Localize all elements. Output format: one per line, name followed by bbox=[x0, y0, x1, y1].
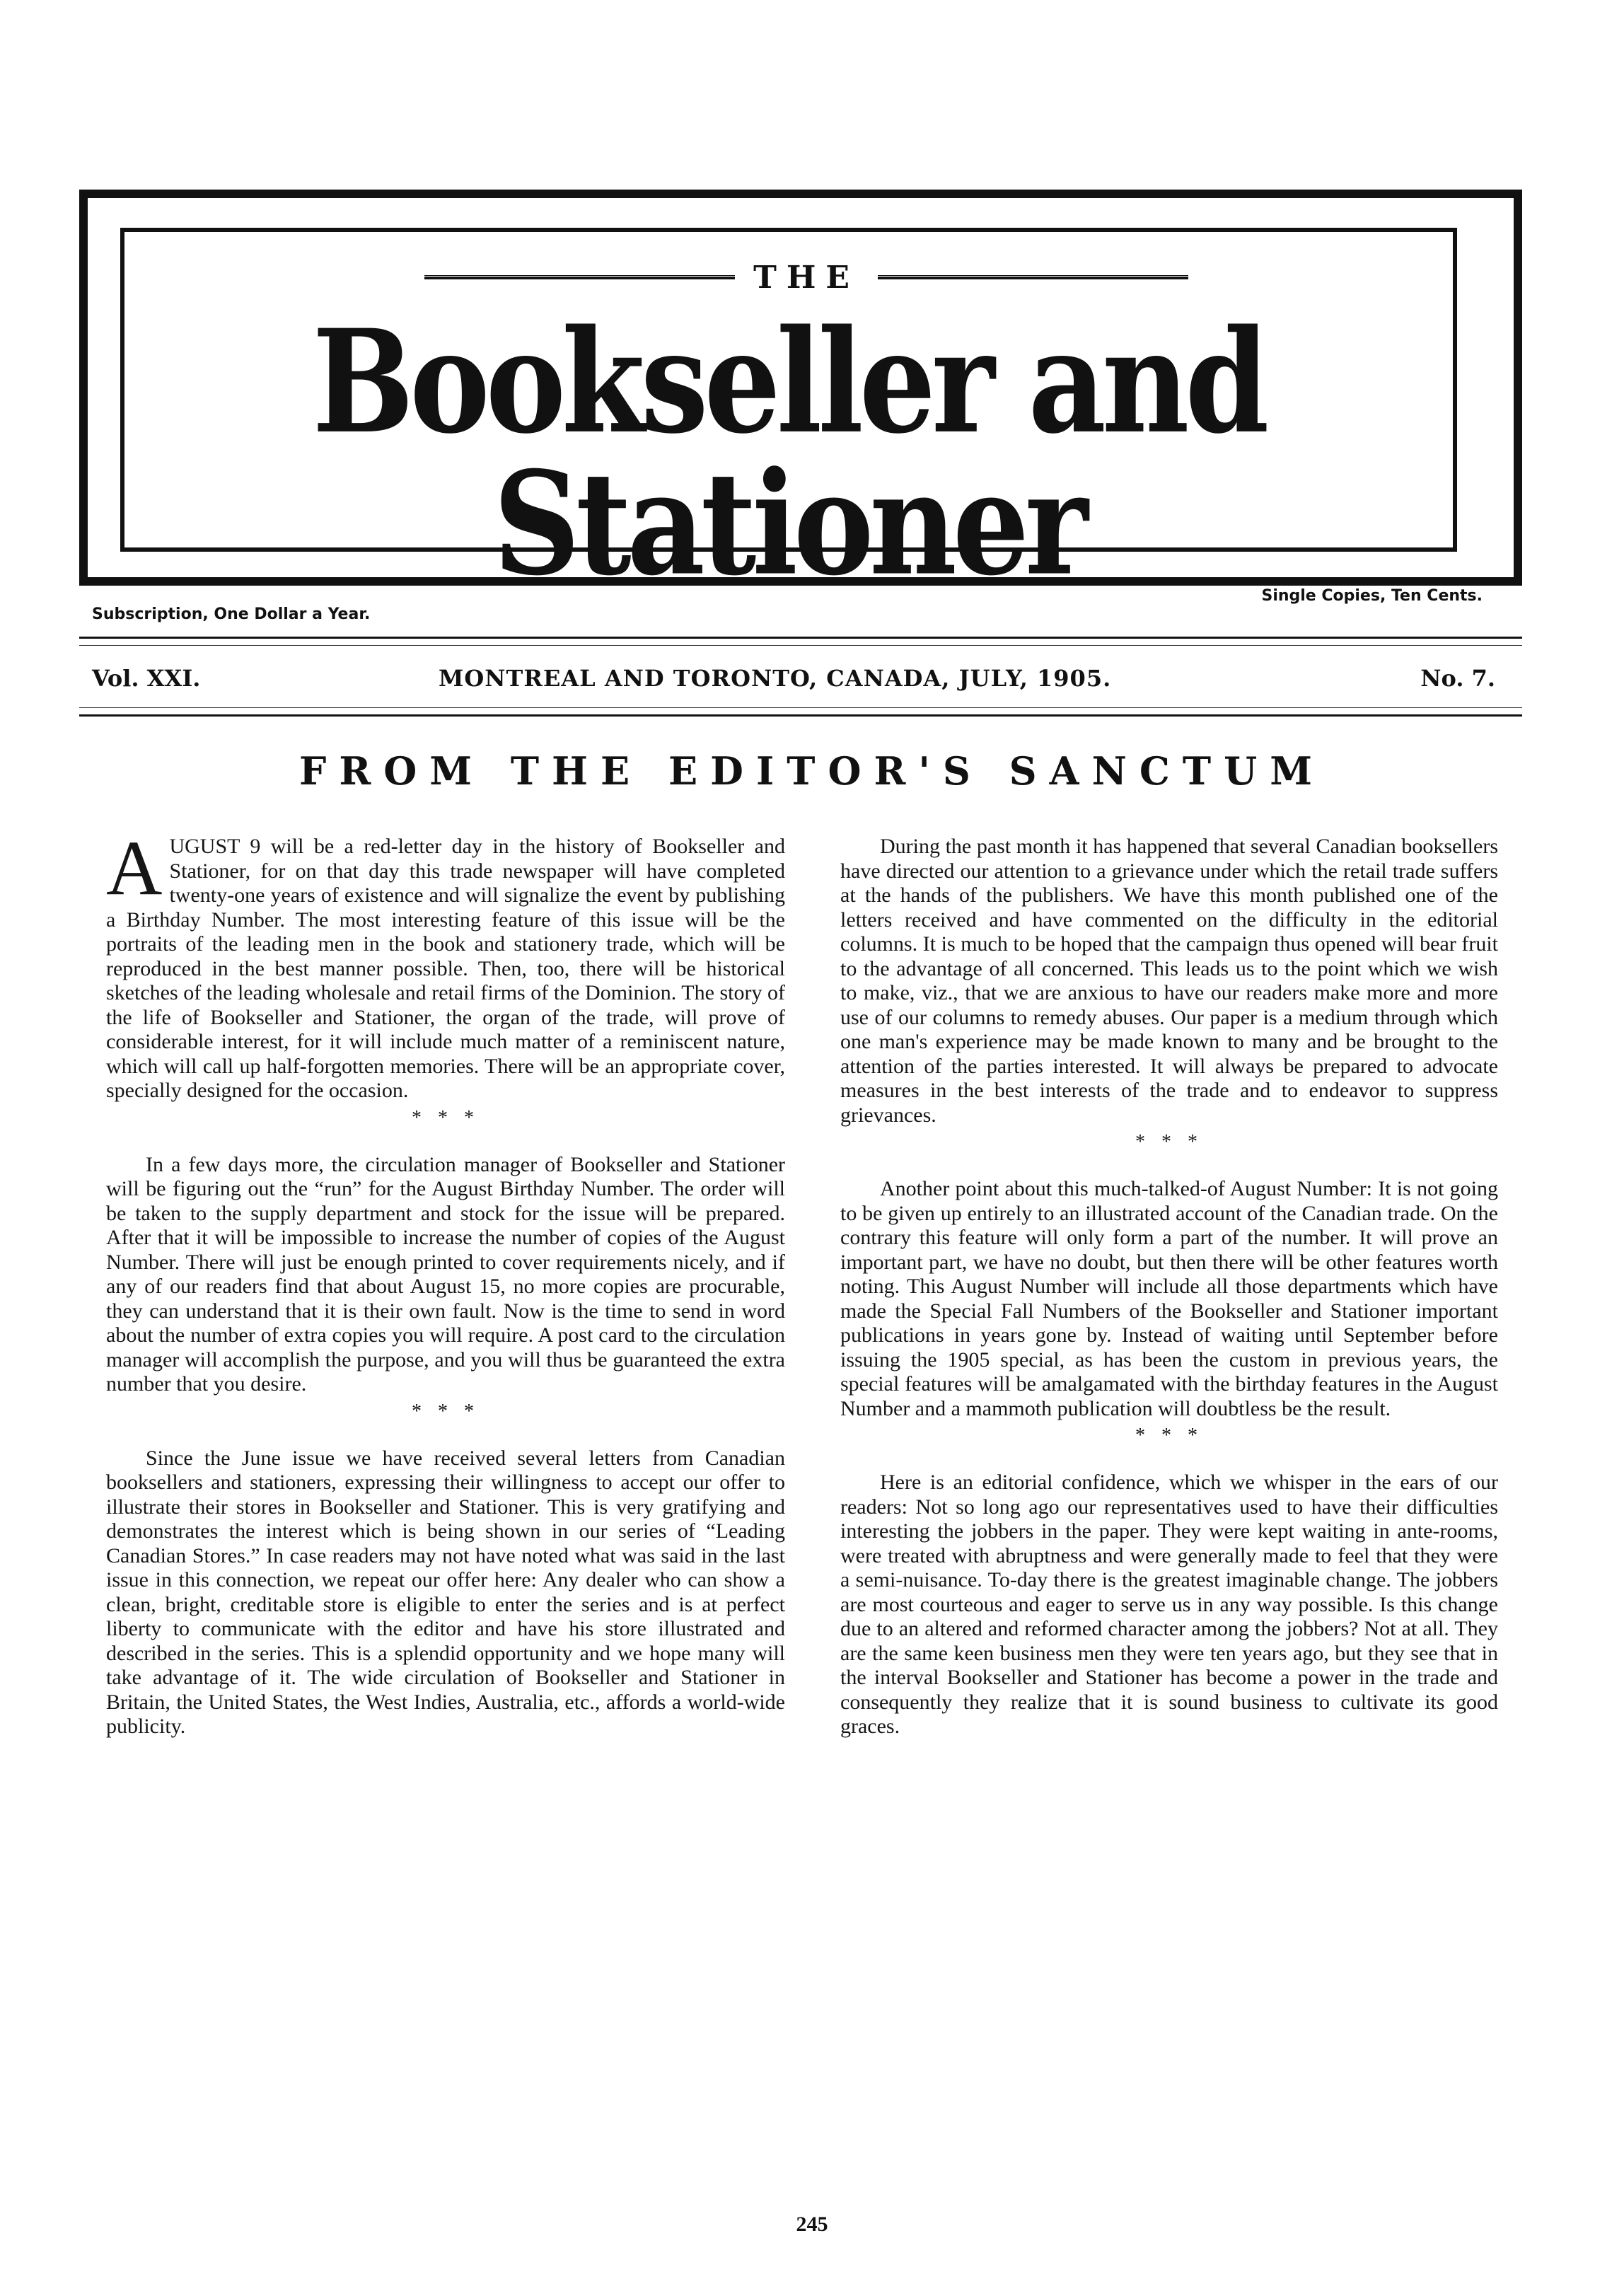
publication-title: Bookseller and Stationer bbox=[312, 298, 1265, 608]
paragraph-text: UGUST 9 will be a red-letter day in the history of Bookseller and Stationer, for on that day this trade newspaper will have completed twenty-one years of existence and will signalize the event by publishing a Birthday Number. The most interesting feature of this issue will be the portraits of the leading men in the book and stationery trade, which will be reproduced in the best manner possible. Then, too, there will be historical sketches of the leading wholesale and retail firms of the Dominion. The story of the life of Bookseller and Stationer, the organ of the trade, will prove of considerable interest, for it will include much matter of a reminiscent nature, which will call up half-forgotten memories. There will be an appropriate cover, specially designed for the occasion. bbox=[106, 835, 785, 1102]
decorative-rule bbox=[424, 275, 735, 279]
rule-top-thin bbox=[79, 645, 1522, 646]
rule-bottom bbox=[79, 714, 1522, 717]
rule-top bbox=[79, 637, 1522, 639]
page-number: 245 bbox=[796, 2213, 828, 2236]
volume-number: Vol. XXI. bbox=[92, 665, 201, 692]
right-column bbox=[840, 835, 1498, 1739]
section-separator: * * * bbox=[412, 1106, 480, 1129]
rule-bottom-thin bbox=[79, 707, 1522, 708]
left-column bbox=[106, 825, 785, 1739]
dateline: MONTREAL AND TORONTO, CANADA, JULY, 1905. bbox=[439, 665, 1112, 692]
single-copies-note: Single Copies, Ten Cents. bbox=[1261, 587, 1483, 605]
masthead-the: THE bbox=[753, 259, 859, 296]
subscription-note: Subscription, One Dollar a Year. bbox=[92, 605, 371, 623]
article-paragraph: Another point about this much-talked-of August Number: It is not going to be given up entirely to an illustrated account of the Canadian trade. On the contrary this feature will only form a part of the number. It will prove an important part, we have no doubt, but then there will be other features worth noting. This August Number will include all those departments which have made the Special Fall Numbers of the Bookseller and Stationer important publications in years gone by. Instead of waiting until September before issuing the 1905 special, as has been the custom in previous years, the special features will be amalgamated with the birthday features in the August Number and a mammoth publication will doubtless be the result. bbox=[840, 1177, 1498, 1420]
article-paragraph bbox=[106, 825, 785, 1103]
section-title: FROM THE EDITOR'S SANCTUM bbox=[299, 748, 1325, 794]
article-paragraph: During the past month it has happened that several Canadian booksellers have directed our attention to a grievance under which the retail trade suffers at the hands of the publishers. We have this month published one of the letters received and have commented on the difficulty in the editorial columns. It is much to be hoped that the campaign thus opened will bear fruit to the advantage of all concerned. This leads us to the point which we wish to make, viz., that we are anxious to have our readers make more and more use of our columns to remedy abuses. Our paper is a medium through which one man's experience may be made known to many and be brought to the attention of the parties interested. It will always be prepared to advocate measures in the best interests of the trade and to endeavor to suppress grievances. bbox=[840, 835, 1498, 1127]
article-paragraph: In a few days more, the circulation manager of Bookseller and Stationer will be figuring out the “run” for the August Birthday Number. The order will be taken to the supply department and stock for the issue will be prepared. After that it will be impossible to increase the number of copies of the August Number. There will just be enough printed to cover requirements nicely, and if any of our readers find that about August 15, no more copies are procurable, they can understand that it is their own fault. Now is the time to send in word about the number of extra copies you will require. A post card to the circulation manager will accomplish the purpose, and you will thus be guaranteed the extra number that you desire. bbox=[106, 1152, 785, 1396]
decorative-rule bbox=[878, 275, 1188, 279]
masthead-the-line bbox=[424, 259, 1188, 296]
article-paragraph: Here is an editorial confidence, which we whisper in the ears of our readers: Not so long ago our representatives used to have their difficulties interesting the jobbers in the paper. They were kept waiting in ante-rooms, were treated with abruptness and were generally made to feel that they were a semi-nuisance. To-day there is the greatest imaginable change. The jobbers are most courteous and eager to serve us in any way possible. Is this change due to an altered and reformed character among the jobbers? Not at all. They are the same keen business men they were ten years ago, but they see that in the interval Bookseller and Stationer has become a power in the trade and consequently they realize that it is sound business to cultivate its good graces. bbox=[840, 1471, 1498, 1738]
drop-cap: A bbox=[106, 825, 163, 911]
section-separator: * * * bbox=[1135, 1425, 1203, 1446]
section-separator: * * * bbox=[1135, 1131, 1203, 1153]
article-paragraph: Since the June issue we have received several letters from Canadian booksellers and stationers, expressing their willingness to accept our offer to illustrate their stores in Bookseller and Stationer. This is very gratifying and demonstrates the interest which is being shown in our series of “Leading Canadian Stores.” In case readers may not have noted what was said in the last issue in this connection, we repeat our offer here: Any dealer who can show a clean, bright, creditable store is eligible to enter the series and is at perfect liberty to communicate with the editor and have his store illustrated and described in the series. This is a splendid opportunity and we hope many will take advantage of it. The wide circulation of Bookseller and Stationer in Britain, the United States, the West Indies, Australia, etc., affords a world-wide publicity. bbox=[106, 1446, 785, 1738]
issue-number: No. 7. bbox=[1420, 665, 1495, 692]
section-separator: * * * bbox=[412, 1400, 480, 1422]
